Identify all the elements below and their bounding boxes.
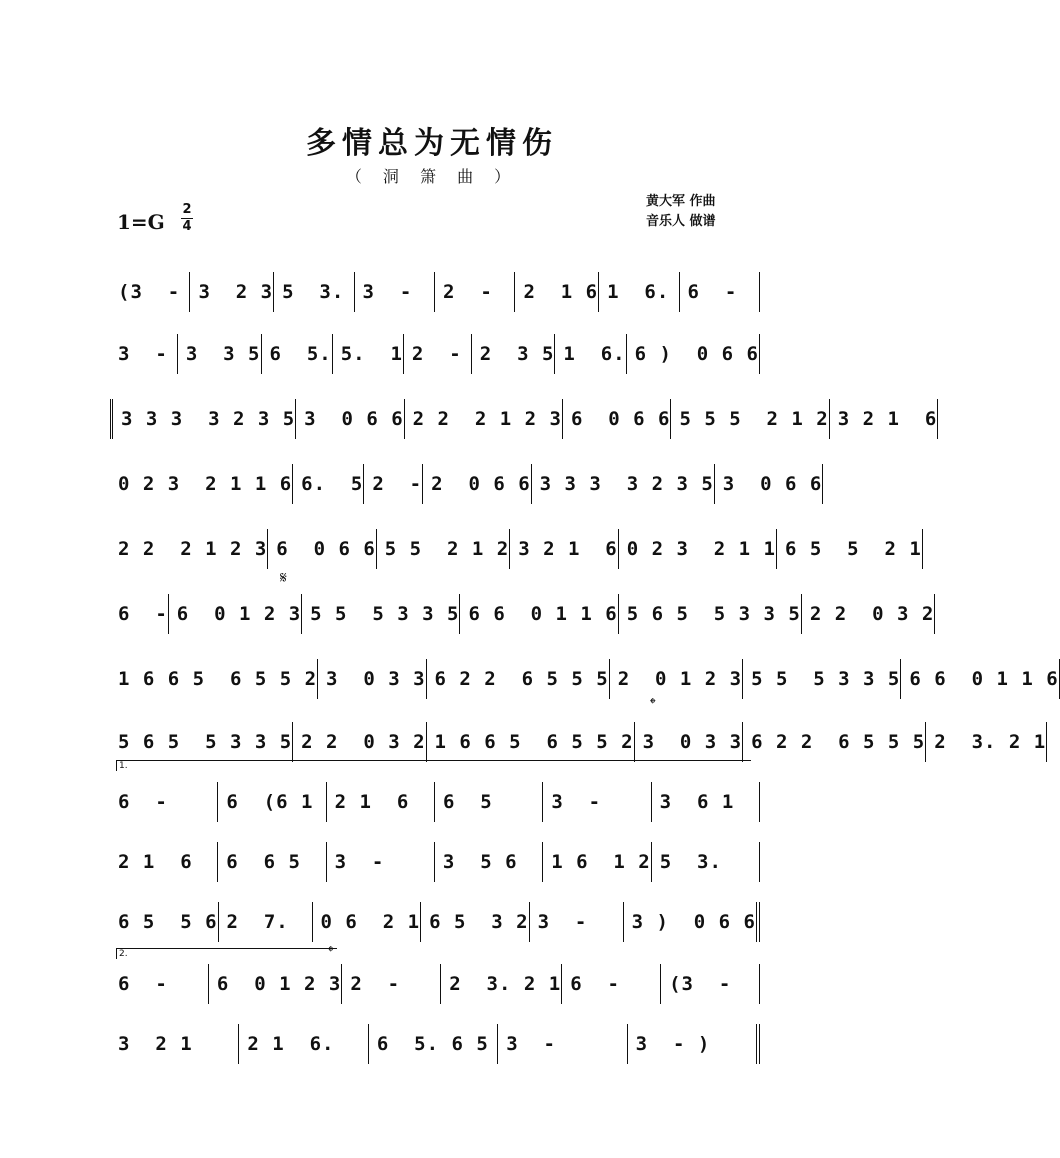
score-line [110, 268, 760, 318]
score-line [110, 525, 922, 575]
measure: 6 5 5 6 [110, 902, 219, 942]
measure: 1 6 6 5 6 5 5 2 [427, 722, 635, 762]
measure: 6 - [110, 964, 209, 1004]
measure-row [110, 655, 1059, 699]
score-line [110, 460, 823, 510]
score-line [110, 655, 1059, 705]
measure: 6 - [110, 782, 218, 822]
measure: 3 - ) [628, 1024, 760, 1064]
measure-row [110, 898, 760, 942]
measure: 2 2 0 3 2 [802, 594, 935, 634]
measure: 1 6. [599, 272, 679, 312]
measure: 3 0 3 3 [318, 659, 427, 699]
measure-row [110, 590, 935, 634]
measure: 2 - [364, 464, 423, 504]
measure: 2 1 6. [239, 1024, 368, 1064]
measure: 3 2 1 6 [510, 529, 619, 569]
measure: (3 - [661, 964, 760, 1004]
measure: 3 ) 0 6 6 [624, 902, 760, 942]
measure: 3 0 6 6 [296, 399, 405, 439]
measure: 3 0 3 3 [635, 722, 744, 762]
measure: 3 - [543, 782, 651, 822]
score-line [110, 778, 760, 828]
measure: 6 - [110, 594, 169, 634]
measure: 6 6 5 [218, 842, 326, 882]
measure: 3 - [327, 842, 435, 882]
measure: 2 0 1 2 3 [610, 659, 743, 699]
measure: 6 5 5 2 1 [777, 529, 923, 569]
measure: 3 3 3 3 2 3 5 [532, 464, 715, 504]
score-line [110, 898, 760, 948]
page-title: 多情总为无情伤 [306, 126, 558, 161]
measure: 0 2 3 2 1 1 [619, 529, 777, 569]
score-line [110, 838, 760, 888]
measure: 2 1 6 [110, 842, 218, 882]
arranger: 音乐人 做谱 [646, 214, 716, 229]
measure: 3 5 6 [435, 842, 543, 882]
measure: 3 3 3 3 2 3 5 [110, 399, 296, 439]
coda-mark: 𝄌 [328, 942, 334, 961]
score-line [110, 1020, 760, 1070]
measure: 6 0 6 6 [563, 399, 672, 439]
measure: 2 7. [219, 902, 313, 942]
measure-row [110, 330, 760, 374]
measure: 2 1 6 [515, 272, 599, 312]
measure: 5 6 5 5 3 3 5 [619, 594, 802, 634]
measure: 5 3. [274, 272, 354, 312]
volta-2-bracket: 2. [116, 948, 337, 959]
measure: 6 0 1 2 3 [169, 594, 302, 634]
measure: 2 - [435, 272, 515, 312]
measure: 3 2 3 [190, 272, 274, 312]
measure: 6 6 0 1 1 6 [901, 659, 1059, 699]
measure-row [110, 268, 760, 312]
measure: 1 6 1 2 [543, 842, 652, 882]
key-signature: 1=G [117, 210, 165, 234]
measure: 3 2 1 6 [830, 399, 939, 439]
segno-mark: 𝄋 [280, 568, 287, 587]
measure: 2 1 6 [327, 782, 435, 822]
measure: 6 0 6 6 [268, 529, 377, 569]
measure: 1 6 6 5 6 5 5 2 [110, 659, 318, 699]
time-signature-bottom: 4 [182, 219, 192, 234]
score-line [110, 330, 760, 380]
coda-mark: 𝄌 [650, 694, 656, 713]
measure: 2 2 0 3 2 [293, 722, 426, 762]
measure-row [110, 395, 938, 439]
measure-row [110, 838, 760, 882]
measure-row [110, 718, 1047, 762]
measure-row [110, 1020, 760, 1064]
measure: 6 - [680, 272, 760, 312]
measure: 5 5 5 2 1 2 [671, 399, 829, 439]
measure: 3 2 1 [110, 1024, 239, 1064]
measure-row [110, 778, 760, 822]
measure: 3 6 1 [652, 782, 760, 822]
measure: 6 - [562, 964, 661, 1004]
measure: 3 3 5 [178, 334, 262, 374]
measure: 0 2 3 2 1 1 6 [110, 464, 293, 504]
score-line [110, 590, 935, 640]
measure: 6 2 2 6 5 5 5 [743, 722, 926, 762]
measure: 6 (6 1 [218, 782, 326, 822]
measure: 5 5 5 3 3 5 [302, 594, 460, 634]
measure: 6 5. [262, 334, 333, 374]
measure: 2 3. 2 1 [441, 964, 562, 1004]
measure: 2 - [342, 964, 441, 1004]
measure: 0 6 2 1 [313, 902, 422, 942]
measure: 6 6 0 1 1 6 [460, 594, 618, 634]
measure: 2 - [404, 334, 472, 374]
measure: 6 5. 6 5 [369, 1024, 498, 1064]
measure: 5 3. [652, 842, 760, 882]
measure: 5. 1 [333, 334, 404, 374]
measure: 5 6 5 5 3 3 5 [110, 722, 293, 762]
measure: 3 - [498, 1024, 627, 1064]
measure: 6. 5 [293, 464, 364, 504]
measure: 2 2 2 1 2 3 [405, 399, 563, 439]
measure: 3 - [355, 272, 435, 312]
measure: 2 0 6 6 [423, 464, 532, 504]
measure: 2 3 5 [472, 334, 556, 374]
measure: 6 5 3 2 [421, 902, 530, 942]
composer: 黄大军 作曲 [646, 194, 716, 209]
measure: 5 5 5 3 3 5 [743, 659, 901, 699]
measure-row [110, 960, 760, 1004]
measure: 3 0 6 6 [715, 464, 824, 504]
time-signature [180, 203, 194, 234]
time-signature-top: 2 [182, 202, 192, 217]
measure: (3 - [110, 272, 190, 312]
measure: 6 5 [435, 782, 543, 822]
measure: 3 - [530, 902, 624, 942]
measure: 6 2 2 6 5 5 5 [427, 659, 610, 699]
measure: 3 - [110, 334, 178, 374]
measure: 6 0 1 2 3 [209, 964, 342, 1004]
measure-row [110, 460, 823, 504]
measure: 2 2 2 1 2 3 [110, 529, 268, 569]
measure: 2 3. 2 1 [926, 722, 1047, 762]
score-line [110, 960, 760, 1010]
credits [646, 192, 716, 232]
measure-row [110, 525, 922, 569]
measure: 5 5 2 1 2 [377, 529, 510, 569]
measure: 6 ) 0 6 6 [627, 334, 760, 374]
measure: 1 6. [555, 334, 626, 374]
volta-1-bracket: 1. [116, 760, 751, 771]
subtitle: （ 洞 箫 曲 ） [345, 167, 519, 186]
score-line [110, 395, 938, 445]
